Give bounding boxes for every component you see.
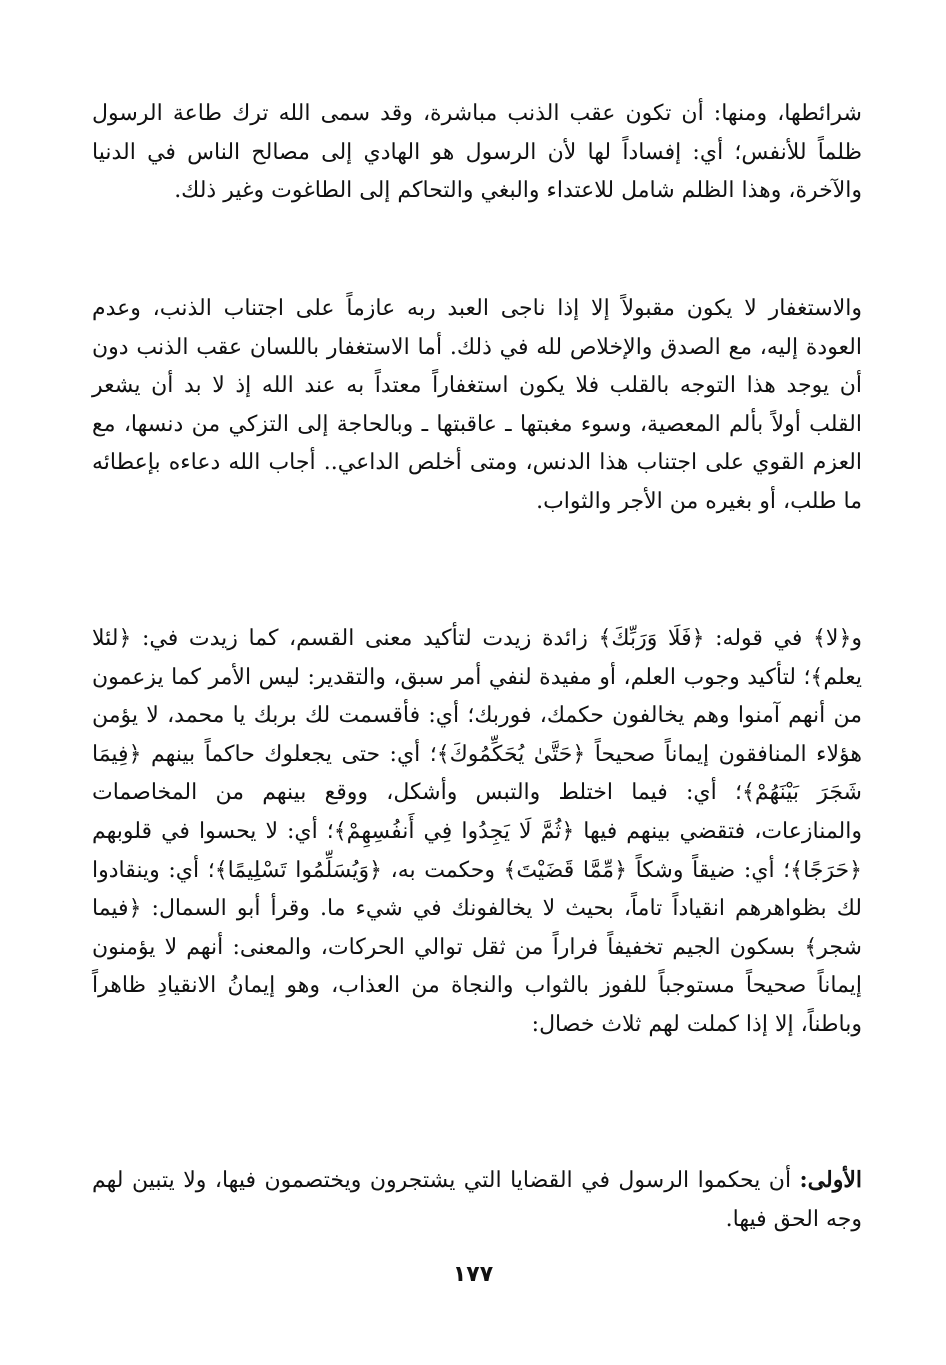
page-number: ١٧٧	[452, 1262, 494, 1287]
first-condition-label: الأولى:	[799, 1167, 862, 1193]
paragraph-4	[92, 1161, 862, 1239]
paragraph-1: شرائطها، ومنها: أن تكون عقب الذنب مباشرة، وقد سمى الله ترك طاعة الرسول ظلماً للأنفس؛ أي: إفساداً لها لأن الرسول هو الهادي إلى مصالح الناس في الدنيا والآخرة، وهذا الظلم شامل للاعتداء والبغي والتحاكم إلى الطاغوت وغير ذلك.	[92, 101, 862, 204]
first-condition-text: أن يحكموا الرسول في القضايا التي يشتجرون ويختصمون فيها، ولا يتبين لهم وجه الحق فيها.	[92, 1168, 862, 1232]
paragraph-2: والاستغفار لا يكون مقبولاً إلا إذا ناجى العبد ربه عازماً على اجتناب الذنب، وعدم العودة إليه، مع الصدق والإخلاص لله في ذلك. أما الاستغفار باللسان عقب الذنب دون أن يوجد هذا التوجه بالقلب فلا يكون استغفاراً معتداً به عند الله إذ لا بد أن يشعر القلب أولاً بألم المعصية، وسوء مغبتها ـ عاقبتها ـ وبالحاجة إلى التزكي من دنسها، مع العزم القوي على اجتناب هذا الدنس، ومتى أخلص الداعي.. أجاب الله دعاءه بإعطائه ما طلب، أو بغيره من الأجر والثواب.	[92, 296, 862, 514]
paragraph-3: و﴿لا﴾ في قوله: ﴿فَلَا وَرَبِّكَ﴾ زائدة زيدت لتأكيد معنى القسم، كما زيدت في: ﴿لئلا يعلم﴾؛ لتأكيد وجوب العلم، أو مفيدة لنفي أمر سبق، والتقدير: ليس الأمر كما يزعمون من أنهم آمنوا وهم يخالفون حكمك، فوربك؛ أي: فأقسمت لك بربك يا محمد، لا يؤمن هؤلاء المنافقون إيماناً صحيحاً ﴿حَتَّىٰ يُحَكِّمُوكَ﴾؛ أي: حتى يجعلوك حاكماً بينهم ﴿فِيمَا شَجَرَ بَيْنَهُمْ﴾؛ أي: فيما اختلط والتبس وأشكل، ووقع بينهم من المخاصمات والمنازعات، فتقضي بينهم فيها ﴿ثُمَّ لَا يَجِدُوا فِي أَنفُسِهِمْ﴾؛ أي: لا يحسوا في قلوبهم ﴿حَرَجًا﴾؛ أي: ضيقاً وشكاً ﴿مِّمَّا قَضَيْتَ﴾ وحكمت به، ﴿وَيُسَلِّمُوا تَسْلِيمًا﴾؛ أي: وينقادوا لك بظواهرهم انقياداً تاماً، بحيث لا يخالفونك في شيء ما. وقرأ أبو السمال: ﴿فيما شجر﴾ بسكون الجيم تخفيفاً فراراً من ثقل توالي الحركات، والمعنى: أنهم لا يؤمنون إيماناً صحيحاً مستوجباً للفوز بالثواب والنجاة من العذاب، وهو إيمانُ الانقيادِ ظاهراً وباطناً، إلا إذا كملت لهم ثلاث خصال:	[92, 626, 862, 1037]
